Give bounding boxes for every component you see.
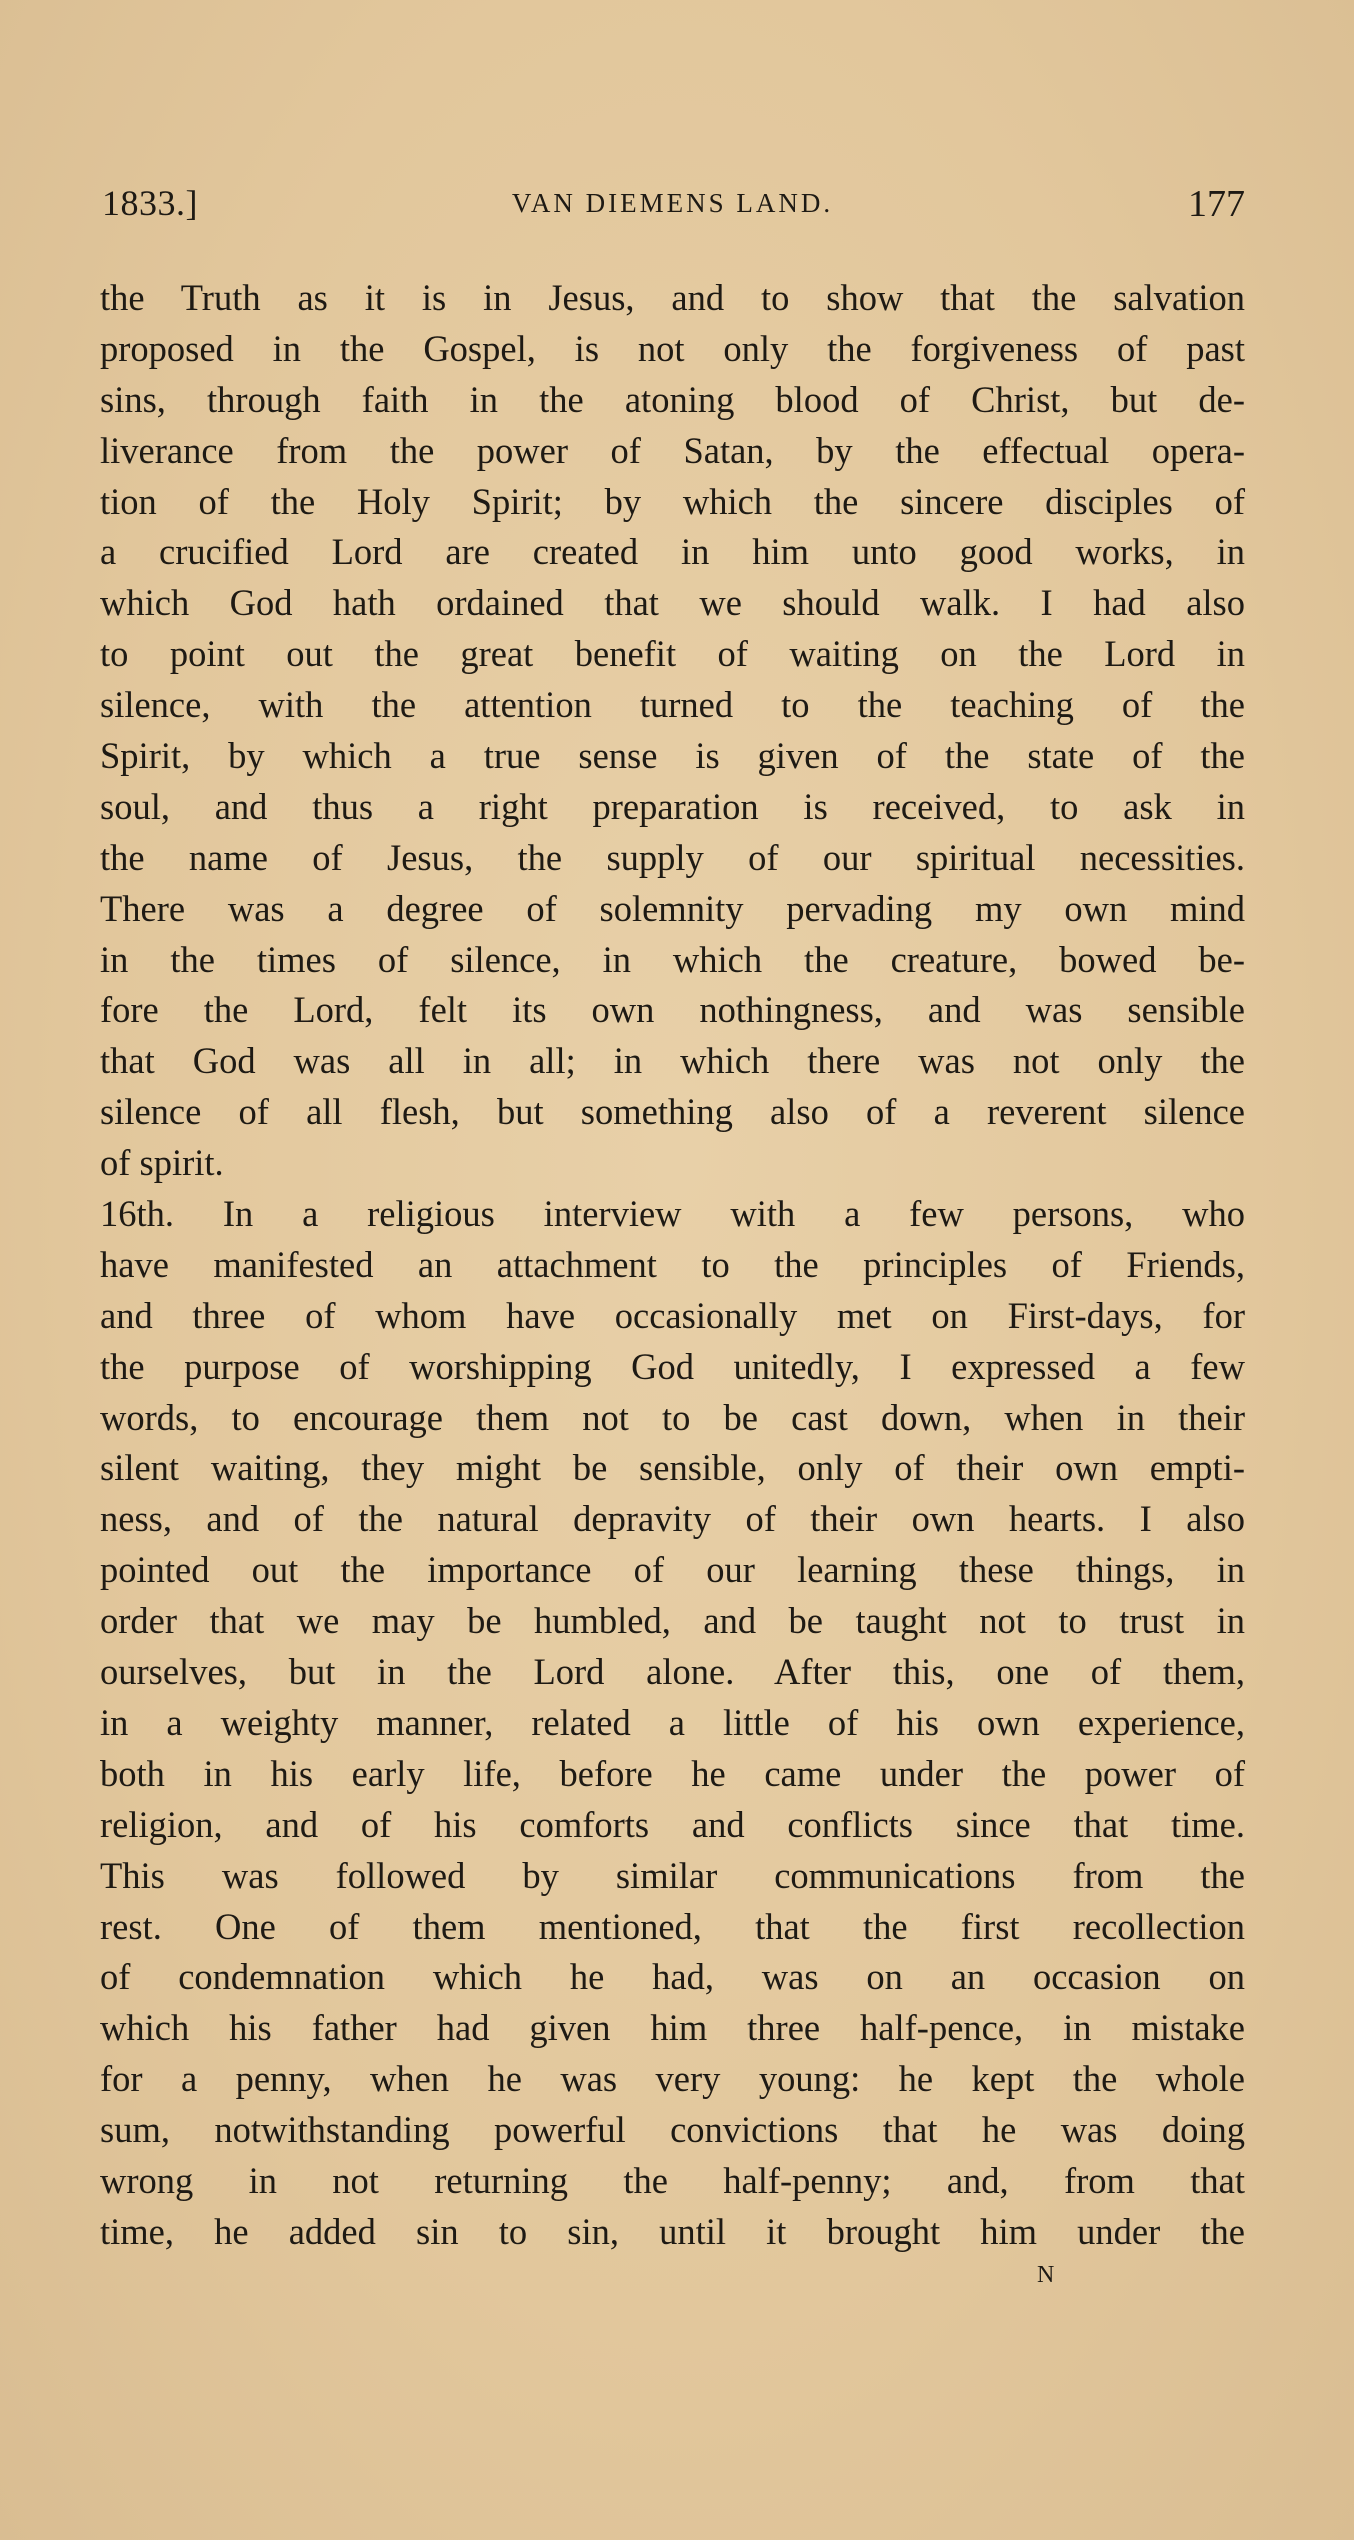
text-line: religion, and of his comforts and conflicts since that time. xyxy=(100,1803,1245,1845)
text-line: which God hath ordained that we should walk. I had also xyxy=(100,582,1245,624)
text-line: proposed in the Gospel, is not only the forgiveness of past xyxy=(100,327,1245,369)
text-line: soul, and thus a right preparation is received, to ask in xyxy=(100,785,1245,827)
body-text xyxy=(100,273,1245,2258)
text-line: ourselves, but in the Lord alone. After this, one of them, xyxy=(100,1651,1245,1693)
text-line: silence, with the attention turned to the teaching of the xyxy=(100,684,1245,726)
running-header xyxy=(100,182,1245,238)
text-line: order that we may be humbled, and be taught not to trust in xyxy=(100,1600,1245,1642)
text-line: for a penny, when he was very young: he kept the whole xyxy=(100,2058,1245,2100)
text-line: the Truth as it is in Jesus, and to show that the salvation xyxy=(100,277,1245,318)
text-line: liverance from the power of Satan, by the effectual opera- xyxy=(100,429,1245,471)
text-line: sins, through faith in the atoning blood of Christ, but de- xyxy=(100,378,1245,420)
text-line: which his father had given him three half-pence, in mistake xyxy=(100,2007,1245,2049)
text-line: to point out the great benefit of waiting on the Lord in xyxy=(100,633,1245,675)
text-line: have manifested an attachment to the principles of Friends, xyxy=(100,1243,1245,1285)
text-line: silence of all flesh, but something also of a reverent silence xyxy=(100,1091,1245,1133)
text-line: the name of Jesus, the supply of our spiritual necessities. xyxy=(100,836,1245,878)
text-line: in the times of silence, in which the creature, bowed be- xyxy=(100,938,1245,980)
text-line: sum, notwithstanding powerful convictions that he was doing xyxy=(100,2109,1245,2151)
text-line: and three of whom have occasionally met on First-days, for xyxy=(100,1294,1245,1336)
text-line: pointed out the importance of our learning these things, in xyxy=(100,1549,1245,1591)
signature-mark: N xyxy=(1037,2262,1056,2288)
text-line: rest. One of them mentioned, that the first recollection xyxy=(100,1905,1245,1947)
text-line: 16th. In a religious interview with a few persons, who xyxy=(100,1193,1245,1235)
text-line: the purpose of worshipping God unitedly, I expressed a few xyxy=(100,1345,1245,1387)
text-line: fore the Lord, felt its own nothingness, and was sensible xyxy=(100,989,1245,1031)
text-line: ness, and of the natural depravity of their own hearts. I also xyxy=(100,1498,1245,1540)
text-line: that God was all in all; in which there was not only the xyxy=(100,1040,1245,1082)
text-line: words, to encourage them not to be cast down, when in their xyxy=(100,1396,1245,1438)
text-line: a crucified Lord are created in him unto good works, in xyxy=(100,531,1245,573)
header-title: VAN DIEMENS LAND. xyxy=(511,188,834,218)
text-line: of spirit. xyxy=(100,1142,224,1184)
text-line: This was followed by similar communications from the xyxy=(100,1854,1245,1896)
text-line: time, he added sin to sin, until it brought him under the xyxy=(100,2210,1245,2252)
text-line: wrong in not returning the half-penny; and, from that xyxy=(100,2159,1245,2201)
page-number: 177 xyxy=(1188,183,1245,225)
text-line: Spirit, by which a true sense is given of the state of the xyxy=(100,735,1245,777)
text-line: of condemnation which he had, was on an occasion on xyxy=(100,1956,1245,1998)
text-line: silent waiting, they might be sensible, only of their own empti- xyxy=(100,1447,1245,1489)
text-line: There was a degree of solemnity pervading my own mind xyxy=(100,887,1245,929)
text-line: in a weighty manner, related a little of his own experience, xyxy=(100,1701,1245,1743)
text-line: tion of the Holy Spirit; by which the sincere disciples of xyxy=(100,480,1245,522)
text-line: both in his early life, before he came under the power of xyxy=(100,1752,1245,1794)
header-year: 1833.] xyxy=(102,183,198,223)
